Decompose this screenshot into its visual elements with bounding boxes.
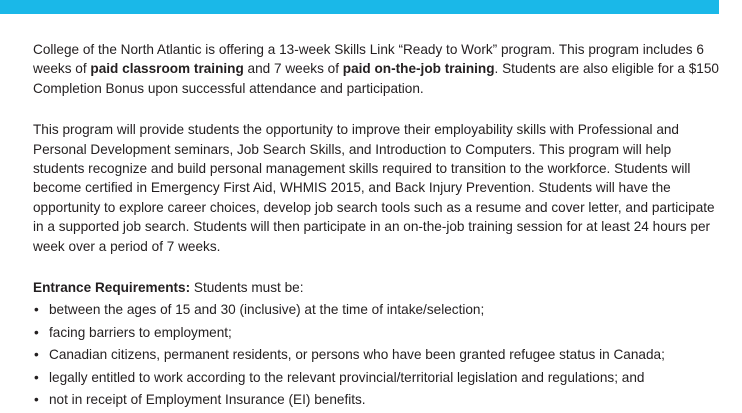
list-item-text: Canadian citizens, permanent residents, or persons who have been granted refugee status in Canada; [49,347,665,363]
list-item-text: facing barriers to employment; [49,324,232,340]
requirements-heading [33,278,723,297]
list-item [33,368,723,387]
list-item-text: legally entitled to work according to the relevant provincial/territorial legislation and regulations; and [49,369,645,385]
bullet-icon: • [34,392,39,408]
document-body [33,40,723,413]
bullet-icon: • [34,324,39,340]
list-item [33,300,723,319]
intro-text-1: College of the North Atlantic is offering a 13-week Skills Link “Ready to Work” program. This program includes 6 weeks of [33,42,704,77]
description-paragraph: This program will provide students the opportunity to improve their employability skills with Professional and Personal Development seminars, Job Search Skills, and Introduction to Computers. This program will help students recognize and build personal management skills required to transition to the workforce. Students will become certified in Emergency First Aid, WHMIS 2015, and Back Injury Prevention. Students will have the opportunity to explore career choices, develop job search tools such as a resume and cover letter, and participate in a supported job search. Students will then participate in an on-the-job training session for at least 24 hours per week over a period of 7 weeks. [33,122,715,254]
intro-text-2: and 7 weeks of [243,61,343,77]
bullet-icon: • [34,347,39,363]
list-item [33,323,723,342]
requirements-lead: Students must be: [190,280,304,296]
intro-bold-classroom: paid classroom training [90,61,244,77]
list-item [33,345,723,364]
requirements-list [33,300,723,409]
bullet-icon: • [34,369,39,385]
top-color-band [0,0,719,14]
bullet-icon: • [34,302,39,318]
intro-bold-on-the-job: paid on-the-job training [342,61,495,77]
requirements-heading-label: Entrance Requirements: [33,280,191,296]
list-item-text: between the ages of 15 and 30 (inclusive) at the time of intake/selection; [49,302,485,318]
intro-paragraph [33,40,723,98]
list-item-text: not in receipt of Employment Insurance (EI) benefits. [49,392,366,408]
intro-text-3: . Students are also eligible for a $150 Completion Bonus upon successful attendance and participation. [33,61,719,96]
